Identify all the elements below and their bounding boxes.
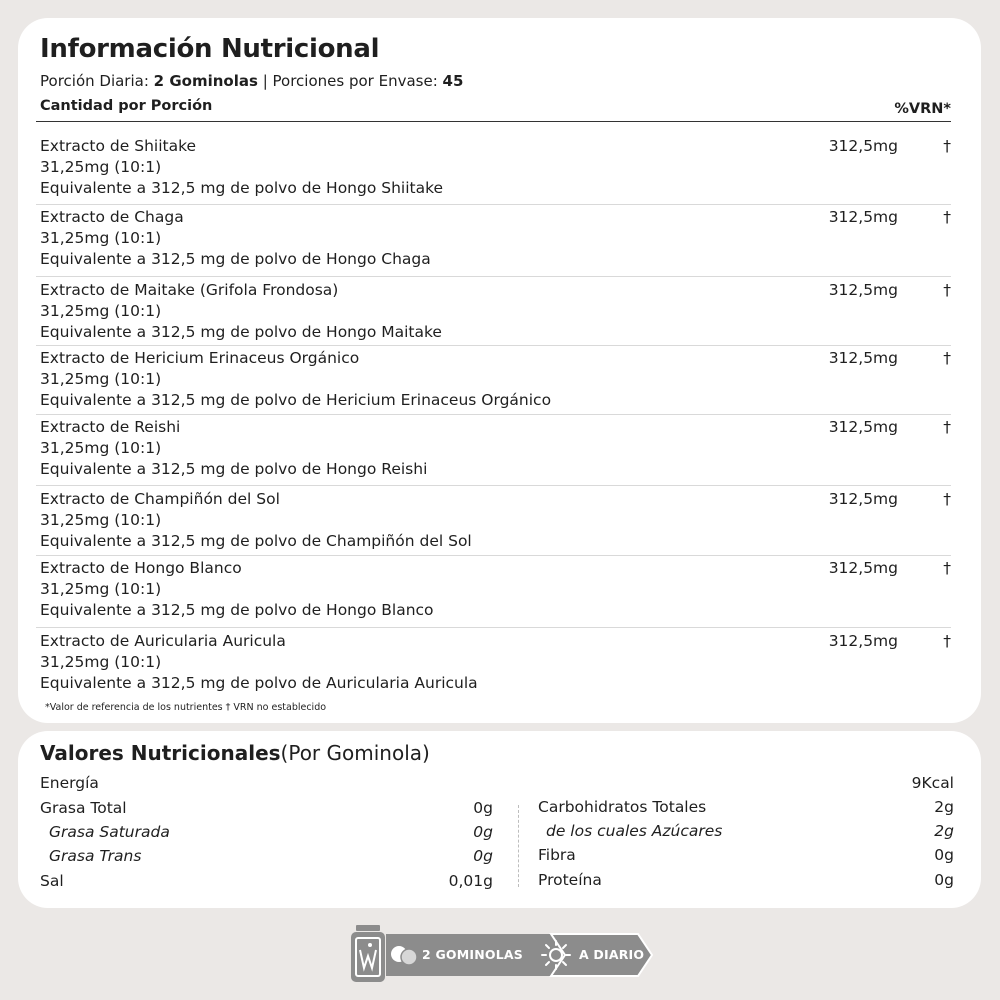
facts-title: Información Nutricional [40,34,380,64]
ingredient-concentration: 31,25mg (10:1) [40,653,162,671]
ingredient-equivalent: Equivalente a 312,5 mg de polvo de Hongo Shiitake [40,179,444,197]
nutrition-title [40,741,430,765]
ingredient-vrn: † [943,559,951,577]
ingredient-row [40,417,953,480]
ingredient-name: Extracto de Maitake (Grifola Frondosa) [40,281,339,299]
ingredient-amount: 312,5mg [828,208,898,226]
nutrient-value: 0g [473,799,493,817]
column-divider [518,805,519,887]
ingredient-row [40,558,953,621]
ingredient-vrn: † [943,137,951,155]
ingredient-equivalent: Equivalente a 312,5 mg de polvo de Auricularia Auricula [40,674,478,692]
amount-header: Cantidad por Porción [40,98,213,114]
ingredient-name: Extracto de Auricularia Auricula [40,632,286,650]
nutrient-value: 0g [934,871,954,889]
row-divider [36,485,951,486]
nutrient-value: 0g [934,846,954,864]
ingredient-concentration: 31,25mg (10:1) [40,580,162,598]
sun-icon [540,939,572,971]
nutrition-facts-card [18,18,981,723]
ingredient-name: Extracto de Shiitake [40,137,197,155]
nutrient-value: 2g [934,822,954,840]
ingredient-equivalent: Equivalente a 312,5 mg de polvo de Hongo Maitake [40,323,442,341]
nutrient-value: 0g [473,823,493,841]
ingredient-name: Extracto de Hongo Blanco [40,559,242,577]
ingredient-name: Extracto de Chaga [40,208,184,226]
ingredient-row [40,207,953,270]
header-divider [36,121,951,122]
ingredient-equivalent: Equivalente a 312,5 mg de polvo de Champiñón del Sol [40,532,472,550]
servings-value: 45 [442,72,464,90]
row-divider [36,555,951,556]
dose-label: 2 GOMINOLAS [422,947,523,962]
ingredient-amount: 312,5mg [828,418,898,436]
row-divider [36,414,951,415]
nutrition-title-rest: (Por Gominola) [280,741,430,765]
ingredient-row [40,136,953,199]
ingredient-concentration: 31,25mg (10:1) [40,511,162,529]
frequency-label: A DIARIO [579,947,645,962]
servings-label: Porciones por Envase: [272,72,438,90]
ingredient-equivalent: Equivalente a 312,5 mg de polvo de Hongo Chaga [40,250,431,268]
ingredient-row [40,348,953,411]
ingredient-equivalent: Equivalente a 312,5 mg de polvo de Hericium Erinaceus Orgánico [40,391,552,409]
serving-label: Porción Diaria: [40,72,149,90]
energy-value: 9Kcal [911,774,954,792]
ingredient-vrn: † [943,490,951,508]
row-divider [36,345,951,346]
serving-value: 2 Gominolas [153,72,258,90]
ingredient-concentration: 31,25mg (10:1) [40,158,162,176]
nutrient-label: Grasa Saturada [49,823,170,841]
ingredient-equivalent: Equivalente a 312,5 mg de polvo de Hongo Blanco [40,601,434,619]
footnote: *Valor de referencia de los nutrientes † VRN no establecido [45,702,327,713]
row-divider [36,276,951,277]
ingredient-amount: 312,5mg [828,137,898,155]
nutrition-title-bold: Valores Nutricionales [40,741,281,765]
nutrient-label: Sal [40,872,64,890]
ingredient-concentration: 31,25mg (10:1) [40,302,162,320]
ingredient-vrn: † [943,632,951,650]
energy-label: Energía [40,774,99,792]
serving-separator: | [262,72,268,90]
ingredient-amount: 312,5mg [828,559,898,577]
ingredient-row [40,631,953,694]
nutrient-value: 2g [934,798,954,816]
ingredient-row [40,280,953,343]
row-divider [36,627,951,628]
ingredient-amount: 312,5mg [828,490,898,508]
ingredient-vrn: † [943,418,951,436]
ingredient-vrn: † [943,208,951,226]
ingredient-concentration: 31,25mg (10:1) [40,229,162,247]
ingredient-row [40,489,953,552]
vrn-header: %VRN* [894,101,951,117]
nutrient-label: Proteína [538,871,602,889]
nutrient-value: 0,01g [448,872,493,890]
gummies-icon [390,944,420,966]
nutrient-label: Grasa Total [40,799,127,817]
ingredient-amount: 312,5mg [828,632,898,650]
ingredient-name: Extracto de Reishi [40,418,181,436]
ingredient-vrn: † [943,281,951,299]
ingredient-concentration: 31,25mg (10:1) [40,370,162,388]
ingredient-vrn: † [943,349,951,367]
nutrient-label: Grasa Trans [49,847,142,865]
ingredient-concentration: 31,25mg (10:1) [40,439,162,457]
jar-icon [348,924,388,984]
row-divider [36,204,951,205]
nutrient-label: Carbohidratos Totales [538,798,707,816]
ingredient-name: Extracto de Hericium Erinaceus Orgánico [40,349,360,367]
serving-info [40,72,463,90]
ingredient-amount: 312,5mg [828,281,898,299]
nutrition-values-card [18,731,981,908]
ingredient-amount: 312,5mg [828,349,898,367]
nutrient-value: 0g [473,847,493,865]
nutrient-label: Fibra [538,846,576,864]
dosage-badge [346,922,656,984]
nutrient-label: de los cuales Azúcares [546,822,723,840]
ingredient-name: Extracto de Champiñón del Sol [40,490,280,508]
ingredient-equivalent: Equivalente a 312,5 mg de polvo de Hongo Reishi [40,460,428,478]
